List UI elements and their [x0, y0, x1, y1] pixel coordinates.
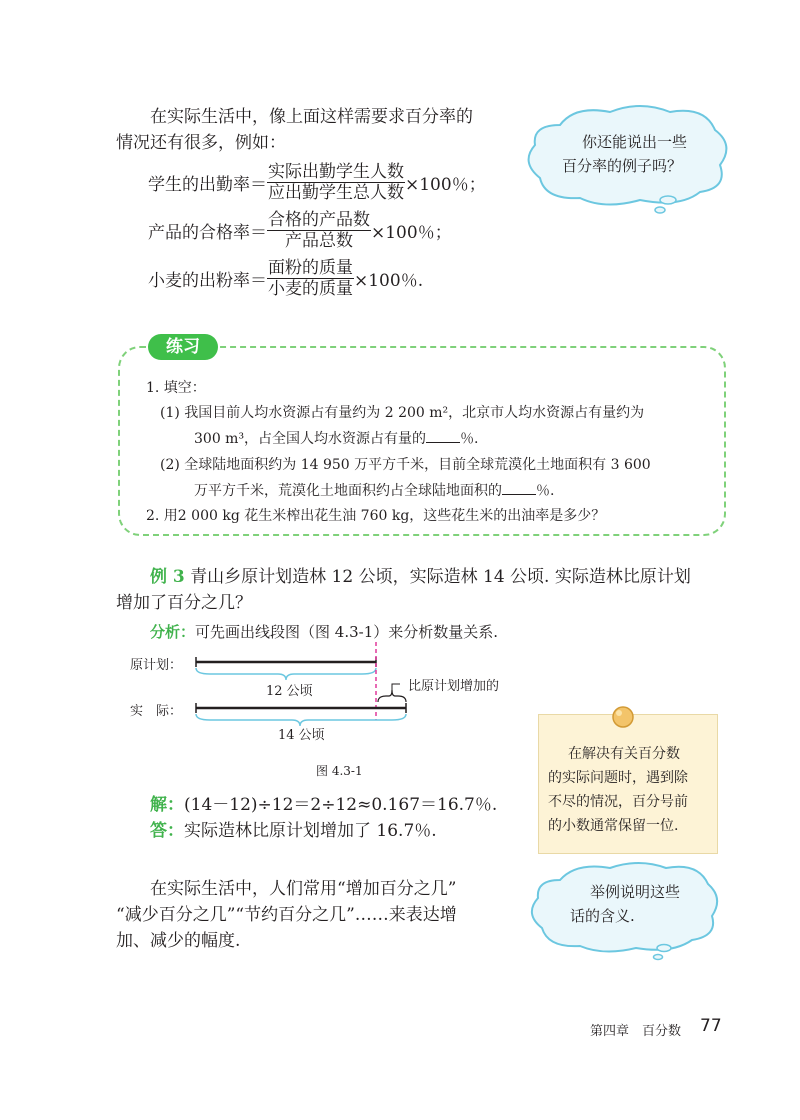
exercise-q1-1b — [194, 428, 479, 449]
bubble-top-line-1: 你还能说出一些 — [582, 133, 688, 151]
exercise-tab: 练习 — [148, 334, 218, 360]
answer-blank[interactable] — [426, 428, 460, 443]
formula-tail: ×100％. — [354, 271, 424, 291]
actual-value: 14 公顷 — [278, 728, 325, 743]
intro-line-1: 在实际生活中，像上面这样需要求百分率的 — [150, 107, 473, 127]
fraction — [267, 210, 371, 251]
exercise-q1: 1. 填空： — [146, 380, 206, 396]
plan-label: 原计划： — [130, 658, 183, 673]
formula-lhs: 学生的出勤率＝ — [148, 175, 267, 195]
exercise-q2: 2. 用2 000 kg 花生米榨出花生油 760 kg，这些花生米的出油率是多少？ — [146, 508, 606, 524]
denominator: 产品总数 — [285, 231, 353, 251]
question-text: 万平方千米，荒漠化土地面积约占全球陆地面积的 — [194, 483, 502, 499]
page-number: 77 — [700, 1016, 722, 1036]
formula-pass-rate — [148, 210, 452, 251]
footer-chapter: 第四章 百分数 — [590, 1024, 682, 1039]
formula-tail: ×100％； — [405, 175, 486, 195]
numerator: 实际出勤学生人数 — [268, 162, 404, 182]
percent-sign: ％. — [460, 431, 479, 447]
note-line-1: 在解决有关百分数 — [568, 746, 680, 762]
solution-label: 解： — [150, 795, 184, 815]
answer-line — [150, 818, 437, 844]
note-line-2: 的实际问题时，遇到除 — [548, 770, 688, 786]
solution-line — [150, 792, 497, 818]
percent-sign: ％. — [536, 483, 555, 499]
analysis-label: 分析： — [150, 623, 196, 641]
exercise-q1-2b — [194, 480, 554, 501]
denominator: 应出勤学生总人数 — [268, 183, 404, 203]
solution-text: (14－12)÷12＝2÷12≈0.167＝16.7％. — [184, 795, 498, 815]
answer-text: 实际造林比原计划增加了 16.7％. — [184, 821, 437, 841]
figure-caption: 图 4.3-1 — [316, 764, 363, 778]
formula-lhs: 产品的合格率＝ — [148, 223, 267, 243]
fraction — [267, 162, 405, 203]
exercise-q1-1a: (1) 我国目前人均水资源占有量约为 2 200 m²，北京市人均水资源占有量约为 — [160, 405, 645, 421]
formula-flour-rate — [148, 258, 423, 299]
exercise-q1-2a: (2) 全球陆地面积约为 14 950 万平方千米，目前全球荒漠化土地面积有 3 600 — [160, 457, 651, 473]
plan-brace — [196, 668, 376, 680]
example-label: 例 3 — [150, 567, 185, 587]
increase-label: 比原计划增加的 — [408, 679, 500, 694]
formula-lhs: 小麦的出粉率＝ — [148, 271, 267, 291]
numerator: 合格的产品数 — [268, 210, 370, 230]
answer-label: 答： — [150, 821, 184, 841]
example-line-2: 增加了百分之几？ — [116, 593, 252, 613]
note-line-4: 的小数通常保留一位. — [548, 818, 679, 834]
note-line-3: 不尽的情况，百分号前 — [548, 794, 688, 810]
closing-line-1: 在实际生活中，人们常用“增加百分之几” — [150, 879, 457, 899]
example-text: 青山乡原计划造林 12 公顷，实际造林 14 公顷. 实际造林比原计划 — [190, 567, 691, 587]
numerator: 面粉的质量 — [268, 258, 353, 278]
closing-line-2: “减少百分之几”“节约百分之几”……来表达增 — [116, 905, 457, 925]
closing-line-3: 加、减少的幅度. — [116, 931, 241, 951]
pin-icon — [608, 702, 638, 732]
fraction — [267, 258, 354, 299]
bubble-bottom-line-1: 举例说明这些 — [590, 883, 681, 901]
bubble-bottom-line-2: 话的含义. — [570, 907, 635, 925]
intro-line-2: 情况还有很多，例如： — [116, 133, 286, 153]
plan-value: 12 公顷 — [266, 684, 313, 699]
bubble-top-line-2: 百分率的例子吗？ — [562, 157, 683, 175]
formula-attendance — [148, 162, 486, 203]
actual-label: 实 际： — [130, 704, 183, 719]
example-line-1 — [150, 564, 691, 590]
increase-brace — [378, 690, 406, 702]
analysis-text: 可先画出线段图（图 4.3-1）来分析数量关系. — [195, 623, 499, 641]
answer-blank[interactable] — [502, 480, 536, 495]
formula-tail: ×100％； — [371, 223, 452, 243]
question-text: 300 m³，占全国人均水资源占有量的 — [194, 431, 427, 447]
denominator: 小麦的质量 — [268, 279, 353, 299]
